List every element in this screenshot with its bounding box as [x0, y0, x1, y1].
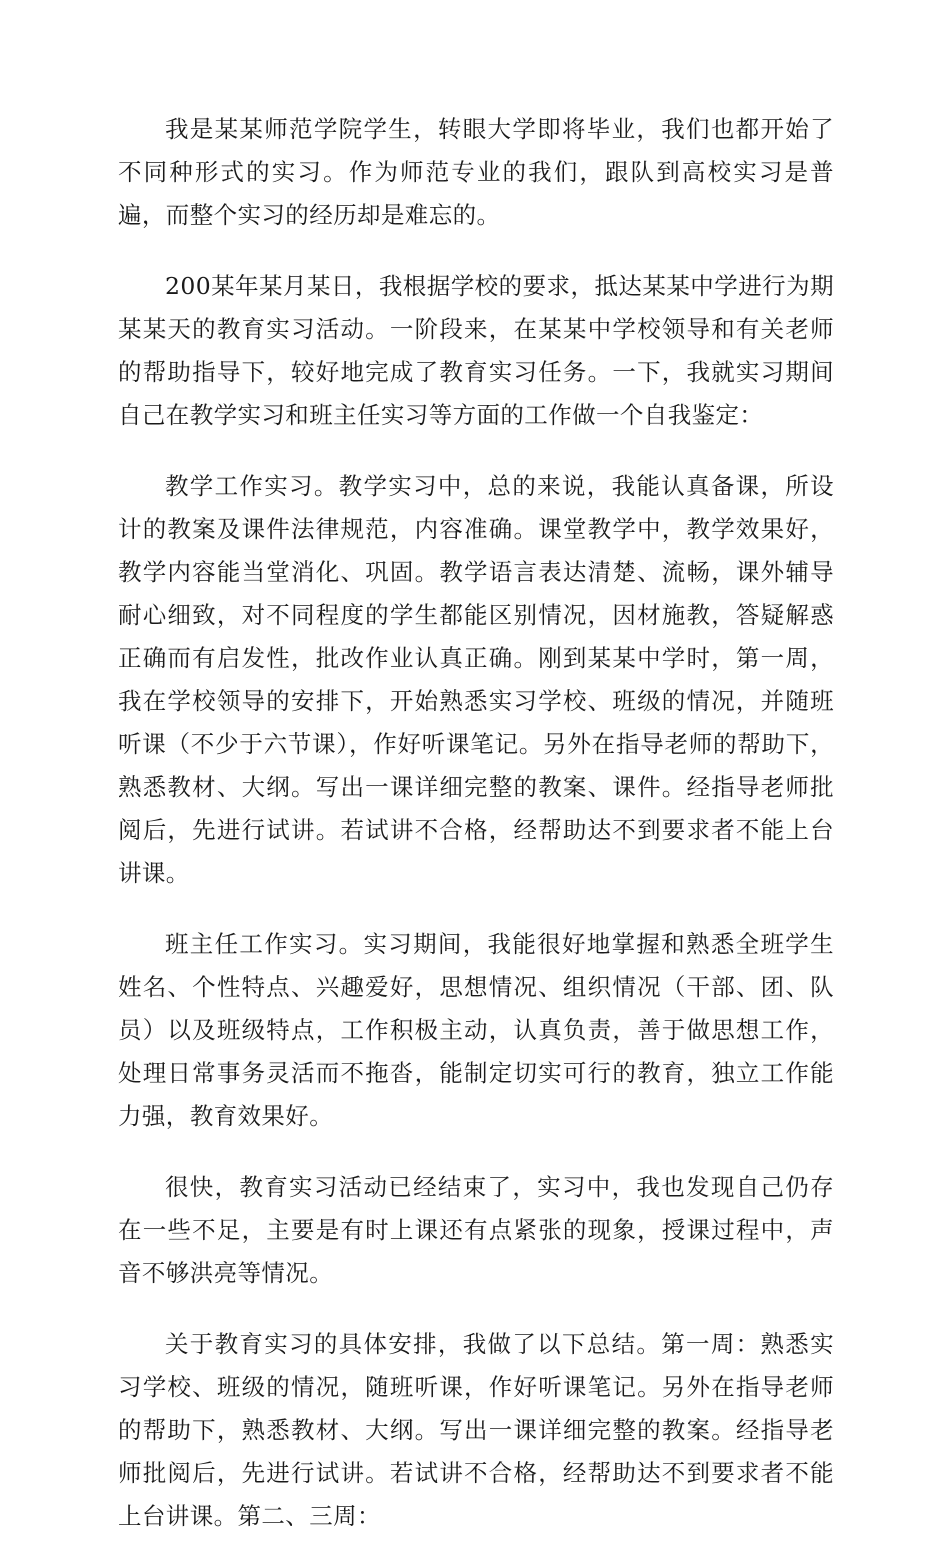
paragraph-intro: 我是某某师范学院学生，转眼大学即将毕业，我们也都开始了不同种形式的实习。作为师范专业的我们，跟队到高校实习是普遍，而整个实习的经历却是难忘的。 — [118, 115, 834, 229]
paragraph-shortcomings: 很快，教育实习活动已经结束了，实习中，我也发现自己仍存在一些不足，主要是有时上课还有点紧张的现象，授课过程中，声音不够洪亮等情况。 — [118, 1173, 834, 1287]
document-body — [118, 108, 834, 1566]
paragraph-schedule-summary: 关于教育实习的具体安排，我做了以下总结。第一周：熟悉实习学校、班级的情况，随班听课，作好听课笔记。另外在指导老师的帮助下，熟悉教材、大纲。写出一课详细完整的教案。经指导老师批阅后，先进行试讲。若试讲不合格，经帮助达不到要求者不能上台讲课。第二、三周： — [118, 1330, 834, 1530]
paragraph-class-teacher-practice: 班主任工作实习。实习期间，我能很好地掌握和熟悉全班学生姓名、个性特点、兴趣爱好，思想情况、组织情况（干部、团、队员）以及班级特点，工作积极主动，认真负责，善于做思想工作，处理日常事务灵活而不拖沓，能制定切实可行的教育，独立工作能力强，教育效果好。 — [118, 930, 834, 1130]
paragraph-arrival: 200某年某月某日，我根据学校的要求，抵达某某中学进行为期某某天的教育实习活动。一阶段来，在某某中学校领导和有关老师的帮助指导下，较好地完成了教育实习任务。一下，我就实习期间自己在教学实习和班主任实习等方面的工作做一个自我鉴定： — [118, 272, 834, 429]
paragraph-teaching-practice: 教学工作实习。教学实习中，总的来说，我能认真备课，所设计的教案及课件法律规范，内容准确。课堂教学中，教学效果好，教学内容能当堂消化、巩固。教学语言表达清楚、流畅，课外辅导耐心细致，对不同程度的学生都能区别情况，因材施教，答疑解惑正确而有启发性，批改作业认真正确。刚到某某中学时，第一周，我在学校领导的安排下，开始熟悉实习学校、班级的情况，并随班听课（不少于六节课），作好听课笔记。另外在指导老师的帮助下，熟悉教材、大纲。写出一课详细完整的教案、课件。经指导老师批阅后，先进行试讲。若试讲不合格，经帮助达不到要求者不能上台讲课。 — [118, 472, 834, 887]
